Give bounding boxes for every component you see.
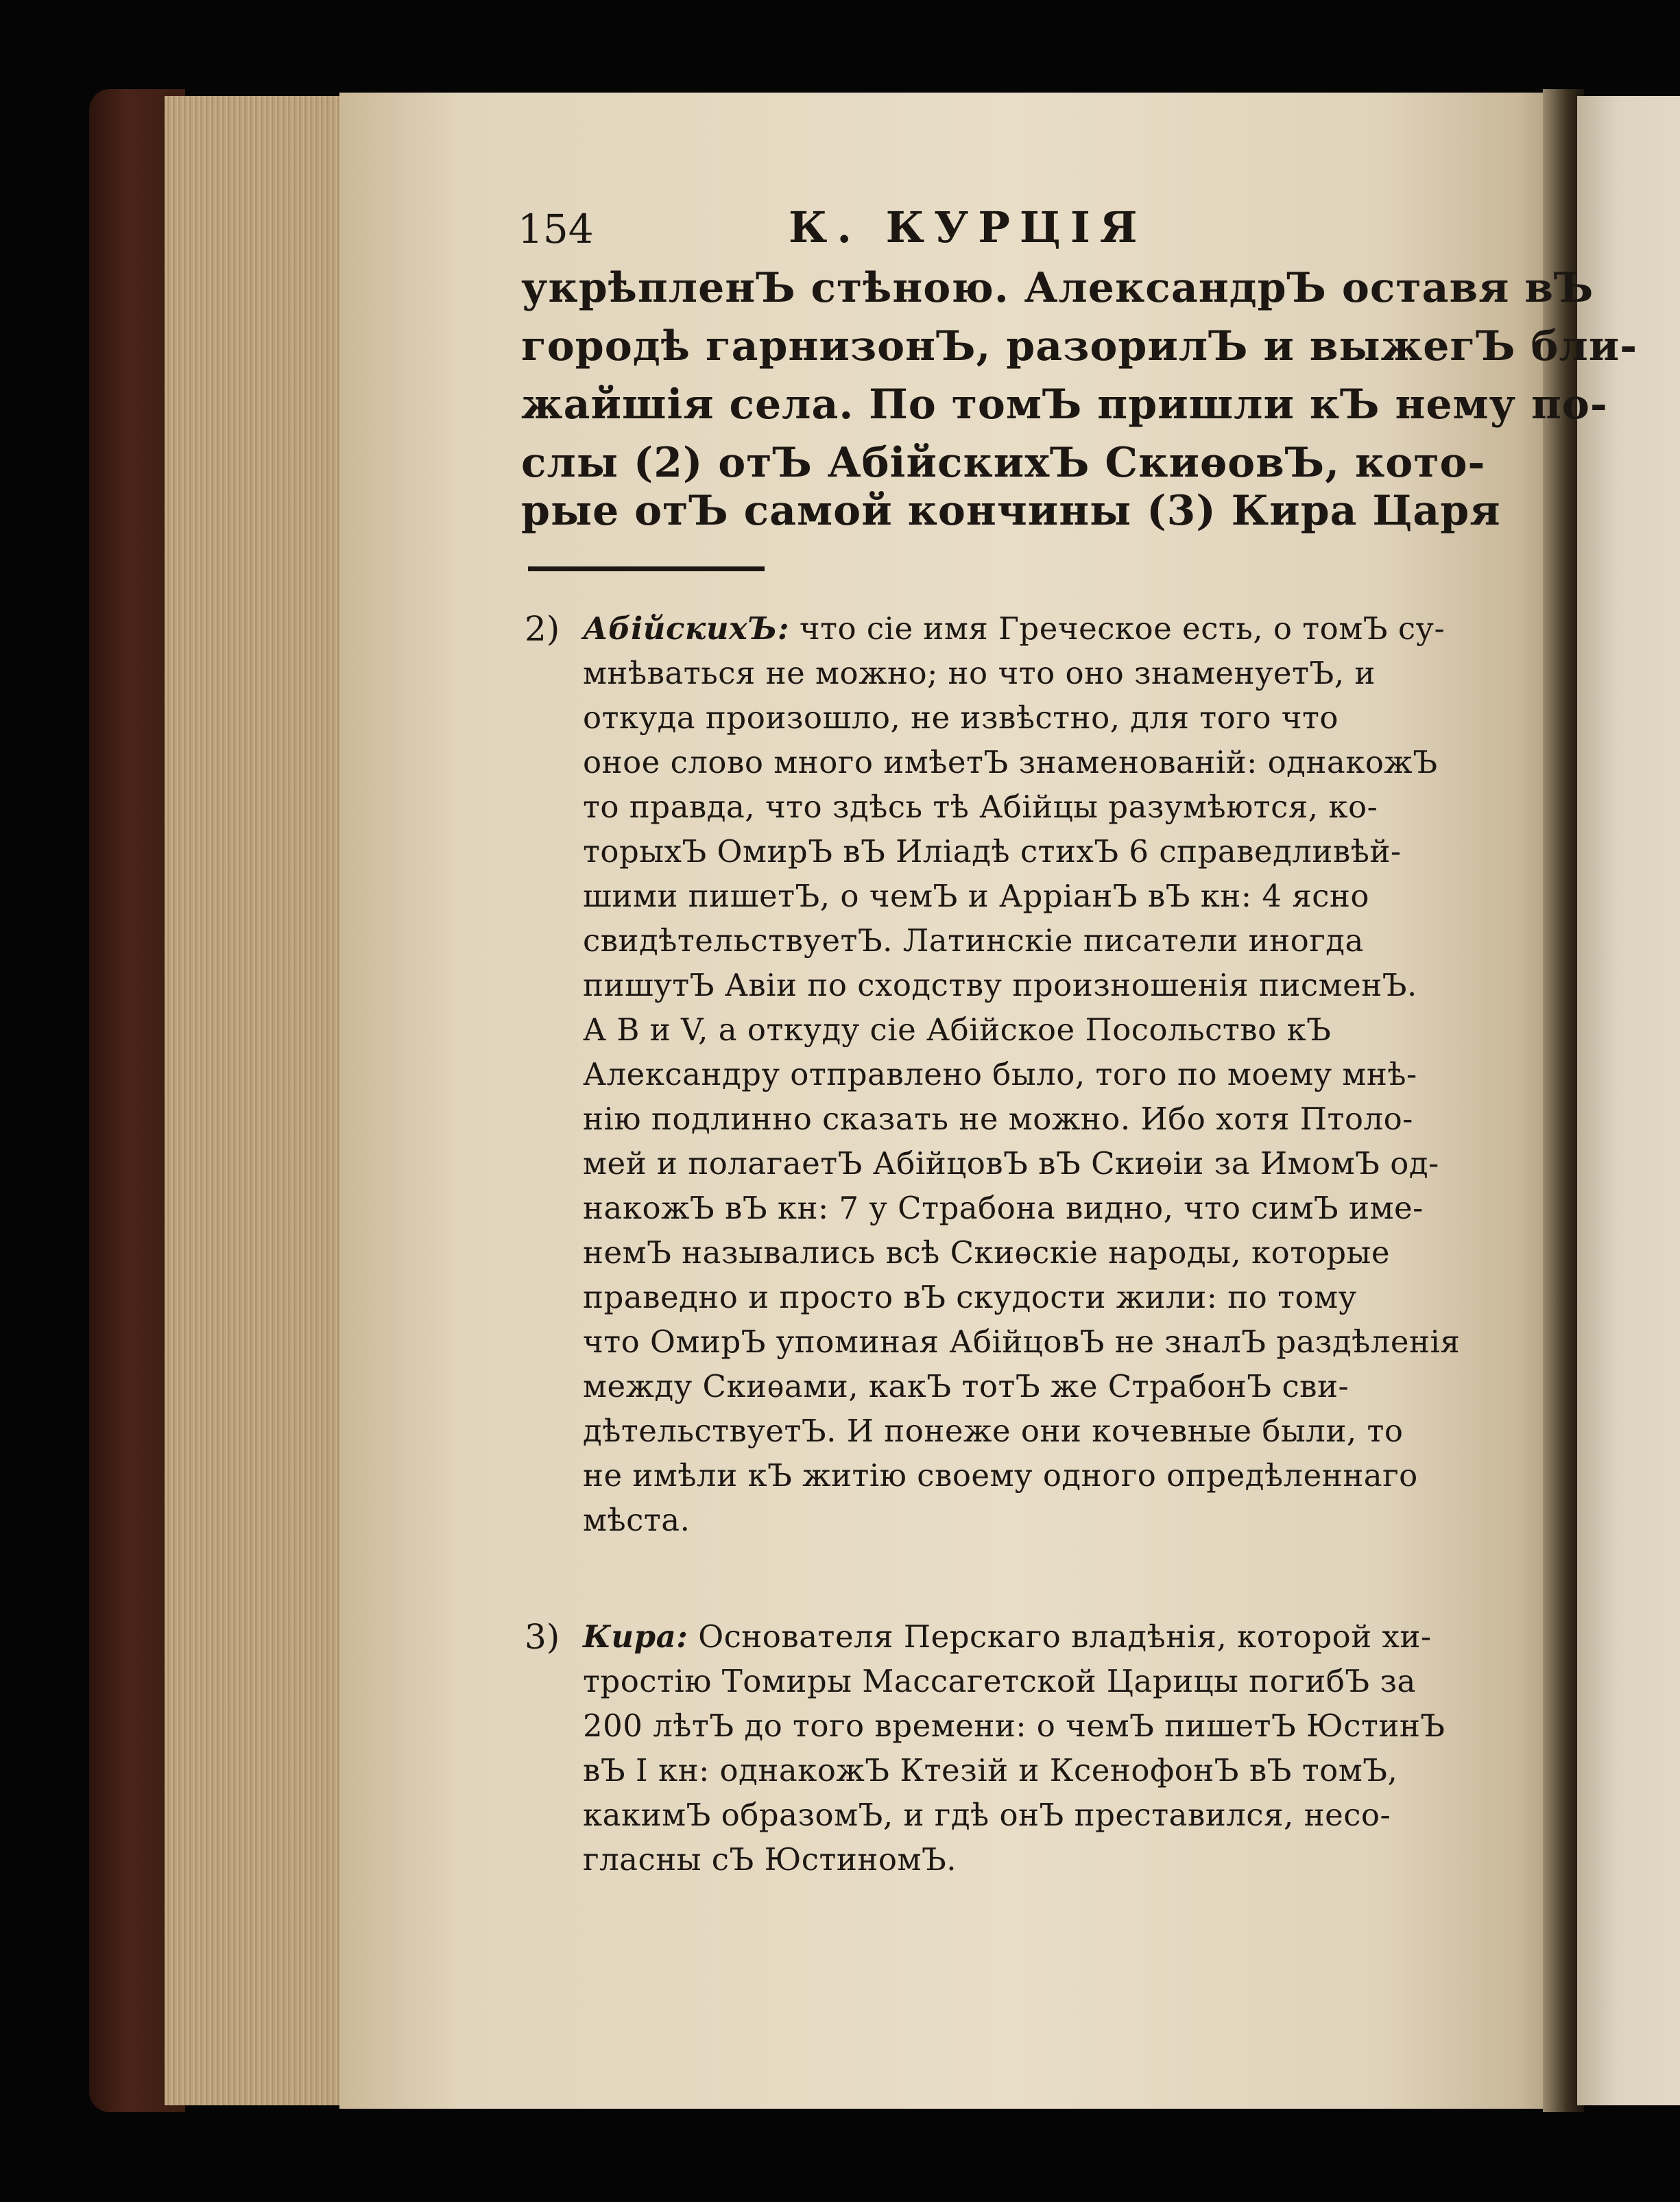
footnote-line: мнѣваться не можно; но что оно знаменуетЪ, и — [583, 655, 1376, 691]
footnote-line: откуда произошло, не извѣстно, для того что — [583, 699, 1339, 736]
main-text-line: рые отЪ самой кончины (3) Кира Царя — [521, 487, 1501, 535]
footnote-term: Кира: — [583, 1618, 688, 1655]
footnote-first-line — [583, 1618, 1432, 1655]
footnote-line: оное слово много имѣетЪ знаменованій: однакожЪ — [583, 744, 1438, 780]
footnote-term: АбійскихЪ: — [583, 610, 790, 647]
footnote-rule — [528, 566, 765, 571]
footnote-line: мѣста. — [583, 1502, 691, 1538]
footnote-line: не имѣли кЪ житію своему одного опредѣленнаго — [583, 1457, 1418, 1494]
footnote-line: дѣтельствуетЪ. И понеже они кочевные были, то — [583, 1413, 1404, 1449]
footnote-line: Основателя Перскаго владѣнія, которой хи- — [698, 1618, 1432, 1655]
main-text-line: слы (2) отЪ АбійскихЪ СкиѳовЪ, кото- — [521, 439, 1486, 487]
footnote-line: торыхЪ ОмирЪ вЪ Иліадѣ стихЪ 6 справедливѣй- — [583, 833, 1402, 870]
footnote-line: то правда, что здѣсь тѣ Абійцы разумѣются, ко- — [583, 789, 1378, 825]
page-number: 154 — [518, 206, 594, 252]
footnote-line: что сіе имя Греческое есть, о томЪ су- — [799, 610, 1445, 647]
footnote-line: мей и полагаетЪ АбійцовЪ вЪ Скиѳіи за ИмомЪ од- — [583, 1145, 1439, 1182]
footnote-line: пишутЪ Авіи по сходству произношенія писменЪ. — [583, 967, 1417, 1003]
footnote-line: 200 лѣтЪ до того времени: о чемЪ пишетЪ ЮстинЪ — [583, 1708, 1445, 1744]
footnote-first-line — [583, 610, 1445, 647]
running-title: К. КУРЦІЯ — [789, 202, 1147, 252]
footnote-line: накожЪ вЪ кн: 7 у Страбона видно, что симЪ име- — [583, 1190, 1424, 1226]
footnote-line: свидѣтельствуетЪ. Латинскіе писатели иногда — [583, 922, 1364, 959]
footnote-line: праведно и просто вЪ скудости жили: по тому — [583, 1279, 1357, 1315]
main-text-line: укрѣпленЪ стѣною. АлександрЪ оставя вЪ — [521, 264, 1594, 312]
main-text-line: городѣ гарнизонЪ, разорилЪ и выжегЪ бли- — [521, 322, 1638, 370]
footnote-line: Александру отправлено было, того по моему мнѣ- — [583, 1056, 1417, 1092]
footnote-line: нію подлинно сказать не можно. Ибо хотя Птоло- — [583, 1101, 1413, 1137]
footnote-line: А В и V, а откуду сіе Абійское Посольство кЪ — [583, 1012, 1332, 1048]
footnote-line: шими пишетЪ, о чемЪ и АрріанЪ вЪ кн: 4 ясно — [583, 878, 1370, 914]
footnote-line: вЪ I кн: однакожЪ Ктезій и КсенофонЪ вЪ томЪ, — [583, 1752, 1398, 1788]
main-text-line: жайшія села. По томЪ пришли кЪ нему по- — [521, 381, 1608, 429]
footnote-number: 2) — [525, 609, 560, 649]
footnote-number: 3) — [525, 1617, 560, 1657]
footnote-line: какимЪ образомЪ, и гдѣ онЪ преставился, несо- — [583, 1797, 1391, 1833]
footnote-line: что ОмирЪ упоминая АбійцовЪ не зналЪ раздѣленія — [583, 1324, 1461, 1360]
footnote-line: тростію Томиры Массагетской Царицы погибЪ за — [583, 1663, 1416, 1699]
page-edges — [165, 96, 350, 2105]
footnote-line: гласны сЪ ЮстиномЪ. — [583, 1841, 957, 1878]
footnote-line: между Скиѳами, какЪ тотЪ же СтрабонЪ сви- — [583, 1368, 1349, 1404]
footnote-line: немЪ назывались всѣ Скиѳскіе народы, которые — [583, 1234, 1390, 1271]
